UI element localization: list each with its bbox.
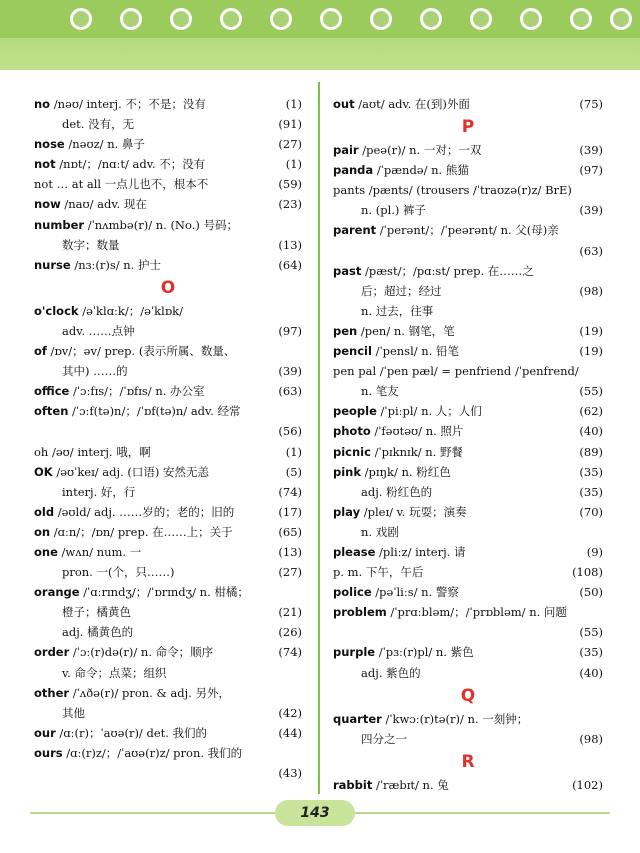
entry-headword: problem: [333, 605, 387, 620]
entry-page-ref: (13): [278, 237, 302, 252]
entry-page-ref: (75): [579, 97, 603, 111]
entry-page-ref: (23): [278, 197, 302, 212]
dictionary-entry: [34, 642, 302, 662]
entry-definition: /ˈpɜː(r)pl/ n. 紫色: [375, 645, 474, 660]
entry-definition: /ˈkwɔː(r)tə(r)/ n. 一刻钟；: [381, 711, 529, 726]
entry-page-ref: (9): [586, 544, 603, 559]
entry-definition: /nɜː(r)s/ n. 护士: [70, 257, 161, 272]
entry-text: [34, 218, 238, 232]
entry-text: [62, 625, 133, 639]
entry-text: [62, 364, 128, 378]
entry-headword: panda: [333, 163, 374, 178]
entry-page-ref: (64): [278, 257, 302, 272]
entry-text: [34, 686, 230, 700]
entry-definition: adv. ……点钟: [62, 323, 135, 338]
dictionary-entry: [34, 763, 302, 783]
dictionary-page: [0, 70, 640, 853]
entry-page-ref: (89): [579, 444, 603, 459]
entry-headword: parent: [333, 223, 377, 238]
header-ring: [70, 8, 92, 30]
entry-page-ref: (35): [579, 484, 603, 499]
entry-text: [34, 645, 213, 659]
entry-text: [361, 485, 432, 499]
dictionary-entry: [333, 542, 603, 562]
dictionary-entry: [333, 642, 603, 662]
dictionary-entry: [333, 140, 603, 160]
entry-headword: past: [333, 263, 362, 278]
entry-headword: ours: [34, 745, 63, 760]
entry-text: [333, 324, 455, 338]
header-ring: [320, 8, 342, 30]
entry-definition: /naʊ/ adv. 现在: [60, 197, 147, 212]
entry-text: [333, 445, 463, 459]
entry-definition: adj. 粉红色的: [361, 484, 433, 499]
entry-definition: 其他: [62, 705, 85, 720]
entry-text: [34, 525, 233, 539]
header-ring: [270, 8, 292, 30]
dictionary-entry: [333, 261, 603, 281]
dictionary-entry: [333, 421, 603, 441]
entry-headword: o'clock: [34, 303, 79, 318]
entry-definition: /ˈpændə/ n. 熊猫: [373, 163, 469, 178]
dictionary-entry: [34, 215, 302, 235]
entry-headword: old: [34, 504, 55, 519]
entry-page-ref: (91): [278, 117, 302, 132]
entry-definition: /nəʊz/ n. 鼻子: [64, 137, 145, 152]
dictionary-entry: [34, 683, 302, 703]
entry-text: [333, 244, 337, 258]
dictionary-entry: [333, 522, 603, 542]
header-ring: [420, 8, 442, 30]
entry-headword: please: [333, 544, 376, 559]
dictionary-entry: [333, 442, 603, 462]
entry-text: [62, 605, 131, 619]
entry-definition: interj. 好，行: [62, 484, 136, 499]
entry-definition: /nɒt/；/nɑːt/ adv. 不；没有: [55, 157, 206, 172]
entry-definition: /pəˈliːs/ n. 警察: [371, 585, 459, 600]
entry-page-ref: (19): [579, 344, 603, 359]
entry-headword: other: [34, 685, 70, 700]
entry-text: [333, 364, 579, 378]
entry-definition: 橙子；橘黄色: [62, 605, 131, 620]
entry-text: [34, 137, 145, 151]
entry-headword: rabbit: [333, 777, 373, 792]
dictionary-entry: [333, 180, 603, 200]
entry-text: [34, 585, 249, 599]
entry-page-ref: (44): [278, 725, 302, 740]
entry-text: [361, 666, 421, 680]
dictionary-entry: [333, 241, 603, 261]
dictionary-entry: [34, 94, 302, 114]
entry-definition: 其中) ……的: [62, 364, 128, 379]
entry-page-ref: (63): [579, 243, 603, 258]
entry-definition: /ˈpensl/ n. 铅笔: [371, 344, 460, 359]
entry-text: [333, 712, 528, 726]
entry-page-ref: (55): [579, 625, 603, 640]
entry-definition: /ɑː(r)z/；/ˈaʊə(r)z/ pron. 我们的: [62, 745, 243, 760]
entry-definition: /ˈɔːf(tə)n/；/ˈɒf(tə)n/ adv. 经常: [68, 404, 241, 419]
entry-definition: n. 笔友: [361, 384, 399, 399]
entry-definition: p. m. 下午，午后: [333, 565, 424, 580]
entry-text: [333, 344, 459, 358]
entry-definition: oh /əʊ/ interj. 哦，啊: [34, 444, 151, 459]
dictionary-entry: [34, 194, 302, 214]
entry-text: [34, 726, 207, 740]
entry-page-ref: (27): [278, 565, 302, 580]
entry-text: [62, 565, 174, 579]
entry-text: [34, 404, 241, 418]
header-ring: [120, 8, 142, 30]
dictionary-entry: [34, 235, 302, 255]
entry-text: [62, 666, 166, 680]
dictionary-entry: [333, 729, 603, 749]
entry-definition: /ˈɔː(r)də(r)/ n. 命令；顺序: [69, 645, 214, 660]
page-number: 143: [275, 800, 355, 826]
entry-definition: n. (pl.) 裤子: [361, 203, 427, 218]
entry-text: [361, 384, 399, 398]
entry-headword: quarter: [333, 711, 382, 726]
dictionary-entry: [34, 401, 302, 421]
entry-definition: n. 过去，往事: [361, 303, 434, 318]
entry-definition: /ɑːn/；/ɒn/ prep. 在……上；关于: [50, 524, 233, 539]
entry-text: [34, 157, 205, 171]
entry-definition: /ˈfəʊtəʊ/ n. 照片: [370, 424, 464, 439]
entry-headword: office: [34, 384, 70, 399]
dictionary-entry: [333, 775, 603, 795]
dictionary-entry: [34, 442, 302, 462]
entry-headword: orange: [34, 585, 80, 600]
dictionary-entry: [34, 582, 302, 602]
entry-text: [333, 143, 481, 157]
entry-definition: det. 没有，无: [62, 117, 135, 132]
entry-page-ref: (50): [579, 585, 603, 600]
entry-definition: pen pal /ˈpen pæl/ = penfriend /ˈpenfrend/: [333, 364, 579, 379]
entry-page-ref: (39): [278, 364, 302, 379]
dictionary-entry: [333, 709, 603, 729]
header-ring: [370, 8, 392, 30]
entry-page-ref: (97): [579, 163, 603, 178]
entry-text: [333, 223, 559, 237]
dictionary-entry: [34, 542, 302, 562]
entry-headword: now: [34, 197, 61, 212]
section-letter: Q: [460, 685, 476, 706]
entry-text: [361, 304, 433, 318]
entry-text: [361, 732, 407, 746]
entry-headword: police: [333, 585, 372, 600]
header-ring: [470, 8, 492, 30]
entry-text: [333, 97, 470, 111]
entry-definition: /ɒv/；əv/ prep. (表示所属、数量、: [46, 344, 236, 359]
dictionary-entry: [333, 281, 603, 301]
dictionary-entry: [34, 114, 302, 134]
entry-definition: /əʊˈkeɪ/ adj. (口语) 安然无恙: [52, 464, 210, 479]
entry-definition: /əˈklɑːk/；/əˈklɒk/: [78, 303, 183, 318]
dictionary-entry: [333, 321, 603, 341]
entry-page-ref: (55): [579, 384, 603, 399]
entry-page-ref: (40): [579, 424, 603, 439]
entry-page-ref: (59): [278, 177, 302, 192]
entry-definition: /nəʊ/ interj. 不；不是；没有: [50, 97, 206, 111]
dictionary-entry: [333, 200, 603, 220]
section-letter: P: [461, 117, 475, 138]
entry-text: [333, 545, 466, 559]
entry-text: [62, 706, 85, 720]
entry-text: [361, 284, 442, 298]
entry-text: [333, 404, 482, 418]
entry-page-ref: (70): [579, 504, 603, 519]
entry-page-ref: (108): [572, 565, 603, 580]
entry-definition: not … at all 一点儿也不，根本不: [34, 177, 209, 192]
entry-text: [34, 258, 161, 272]
entry-page-ref: (62): [579, 404, 603, 419]
entry-text: [34, 424, 38, 438]
entry-definition: v. 命令；点菜；组织: [62, 665, 167, 680]
left-column: [34, 94, 302, 783]
entry-definition: /ˈʌðə(r)/ pron. & adj. 另外，: [69, 685, 230, 700]
dictionary-entry: [333, 622, 603, 642]
entry-definition: /aʊt/ adv. 在(到)外面: [354, 97, 470, 111]
dictionary-entry: [34, 421, 302, 441]
entry-headword: people: [333, 404, 377, 419]
entry-page-ref: (27): [278, 137, 302, 152]
entry-text: [361, 525, 399, 539]
entry-text: [34, 304, 183, 318]
entry-definition: adj. 紫色的: [361, 665, 421, 680]
entry-definition: /pleɪ/ v. 玩耍；演奏: [360, 504, 467, 519]
entry-definition: pants /pænts/ (trousers /ˈtraʊzə(r)z/ BrE): [333, 183, 572, 198]
header-ring: [170, 8, 192, 30]
entry-headword: out: [333, 97, 355, 111]
dictionary-entry: [34, 602, 302, 622]
entry-page-ref: (35): [579, 464, 603, 479]
entry-headword: nurse: [34, 257, 71, 272]
entry-page-ref: (1): [285, 157, 302, 172]
entry-headword: picnic: [333, 444, 371, 459]
entry-definition: /ɑː(r)；ˈaʊə(r)/ det. 我们的: [55, 725, 208, 740]
dictionary-entry: [333, 301, 603, 321]
dictionary-entry: [34, 703, 302, 723]
dictionary-entry: [34, 482, 302, 502]
entry-definition: /pen/ n. 钢笔，笔: [357, 323, 455, 338]
entry-headword: often: [34, 404, 69, 419]
dictionary-entry: [34, 341, 302, 361]
entry-page-ref: (98): [579, 283, 603, 298]
entry-headword: OK: [34, 464, 53, 479]
dictionary-entry: [333, 602, 603, 622]
entry-page-ref: (43): [278, 766, 302, 780]
entry-text: [333, 625, 337, 639]
entry-text: [34, 545, 141, 559]
entry-definition: adj. 橘黄色的: [62, 625, 134, 640]
entry-definition: /ˈpɪknɪk/ n. 野餐: [370, 444, 463, 459]
entry-text: [333, 585, 459, 599]
dictionary-entry: [333, 160, 603, 180]
entry-headword: nose: [34, 137, 65, 152]
dictionary-entry: [333, 341, 603, 361]
dictionary-entry: [34, 723, 302, 743]
header-ring: [520, 8, 542, 30]
dictionary-entry: [34, 502, 302, 522]
entry-text: [333, 163, 469, 177]
entry-headword: pair: [333, 143, 359, 158]
dictionary-entry: [333, 582, 603, 602]
dictionary-entry: [333, 220, 603, 240]
entry-page-ref: (39): [579, 143, 603, 158]
entry-headword: order: [34, 645, 70, 660]
entry-definition: n. 戏剧: [361, 524, 399, 539]
entry-definition: /pɪŋk/ n. 粉红色: [361, 464, 451, 479]
dictionary-entry: [333, 401, 603, 421]
entry-definition: /ˈpiːpl/ n. 人；人们: [376, 404, 482, 419]
section-letter: O: [160, 277, 176, 298]
entry-definition: /ˈperənt/；/ˈpeərənt/ n. 父(母)亲: [376, 223, 559, 238]
entry-text: [34, 344, 235, 358]
entry-page-ref: (97): [278, 323, 302, 338]
entry-text: [34, 97, 206, 111]
entry-definition: 数字；数量: [62, 237, 120, 252]
dictionary-entry: [333, 381, 603, 401]
entry-page-ref: (56): [278, 424, 302, 439]
entry-definition: /ˈɑːrɪndʒ/；/ˈɒrɪndʒ/ n. 柑橘；: [79, 585, 249, 600]
entry-headword: purple: [333, 645, 376, 660]
entry-definition: 四分之一: [361, 731, 407, 746]
entry-definition: /peə(r)/ n. 一对；一双: [358, 143, 482, 158]
entry-text: [333, 264, 534, 278]
header-ring: [610, 8, 632, 30]
entry-definition: /ˈræbɪt/ n. 兔: [372, 777, 449, 792]
entry-page-ref: (1): [285, 97, 302, 111]
entry-headword: play: [333, 504, 361, 519]
header-ring: [570, 8, 592, 30]
entry-definition: pron. 一(个，只……): [62, 565, 175, 580]
entry-text: [361, 203, 426, 217]
entry-text: [34, 746, 242, 760]
entry-headword: on: [34, 524, 51, 539]
entry-text: [34, 197, 147, 211]
dictionary-entry: [34, 134, 302, 154]
dictionary-entry: [34, 321, 302, 341]
entry-headword: pink: [333, 464, 362, 479]
dictionary-entry: [333, 502, 603, 522]
page-header-banner: [0, 0, 640, 70]
entry-text: [333, 778, 449, 792]
entry-page-ref: (39): [579, 203, 603, 218]
entry-page-ref: (5): [285, 464, 302, 479]
entry-text: [34, 766, 38, 780]
entry-text: [62, 117, 134, 131]
entry-page-ref: (35): [579, 645, 603, 660]
entry-headword: photo: [333, 424, 371, 439]
entry-text: [62, 324, 135, 338]
entry-headword: pen: [333, 323, 358, 338]
entry-page-ref: (19): [579, 323, 603, 338]
entry-page-ref: (21): [278, 605, 302, 620]
entry-text: [34, 384, 205, 398]
entry-page-ref: (40): [579, 665, 603, 680]
dictionary-entry: [333, 94, 603, 114]
entry-text: [34, 177, 208, 191]
entry-text: [333, 505, 467, 519]
dictionary-entry: [34, 743, 302, 763]
entry-page-ref: (17): [278, 504, 302, 519]
entry-page-ref: (65): [278, 524, 302, 539]
entry-headword: no: [34, 97, 51, 111]
entry-page-ref: (42): [278, 705, 302, 720]
entry-headword: not: [34, 157, 56, 172]
dictionary-entry: [34, 381, 302, 401]
entry-page-ref: (74): [278, 484, 302, 499]
entry-text: [34, 465, 209, 479]
entry-page-ref: (26): [278, 625, 302, 640]
entry-text: [34, 445, 151, 459]
header-ring: [220, 8, 242, 30]
entry-headword: pencil: [333, 344, 372, 359]
entry-page-ref: (98): [579, 731, 603, 746]
entry-page-ref: (74): [278, 645, 302, 660]
dictionary-entry: [34, 522, 302, 542]
entry-page-ref: (1): [285, 444, 302, 459]
column-divider: [318, 82, 320, 794]
entry-definition: /pliːz/ interj. 请: [375, 544, 466, 559]
entry-definition: /ˈɔːfɪs/；/ˈɒfɪs/ n. 办公室: [69, 384, 205, 399]
entry-definition: /pæst/；/pɑːst/ prep. 在……之: [361, 263, 534, 278]
entry-definition: /ˈnʌmbə(r)/ n. (No.) 号码；: [84, 217, 239, 232]
entry-page-ref: (13): [278, 544, 302, 559]
entry-text: [34, 505, 234, 519]
dictionary-entry: [34, 622, 302, 642]
dictionary-entry: [333, 482, 603, 502]
dictionary-entry: [333, 663, 603, 683]
entry-page-ref: (102): [572, 777, 603, 792]
dictionary-entry: [34, 663, 302, 683]
dictionary-entry: [333, 462, 603, 482]
entry-text: [333, 605, 567, 619]
entry-headword: of: [34, 344, 47, 359]
entry-definition: /wʌn/ num. 一: [57, 544, 142, 559]
entry-text: [333, 183, 572, 197]
entry-definition: /ˈprɑːbləm/；/ˈprɒbləm/ n. 问题: [386, 605, 567, 620]
entry-page-ref: (63): [278, 384, 302, 399]
dictionary-entry: [34, 301, 302, 321]
dictionary-entry: [34, 361, 302, 381]
entry-text: [333, 645, 474, 659]
dictionary-entry: [34, 562, 302, 582]
entry-text: [333, 424, 463, 438]
section-letter: R: [461, 751, 475, 772]
right-column: [333, 94, 603, 795]
dictionary-entry: [34, 154, 302, 174]
dictionary-entry: [333, 361, 603, 381]
entry-text: [333, 565, 423, 579]
entry-text: [62, 238, 120, 252]
entry-headword: number: [34, 217, 85, 232]
dictionary-entry: [34, 174, 302, 194]
dictionary-entry: [333, 562, 603, 582]
entry-headword: one: [34, 544, 58, 559]
entry-text: [333, 465, 451, 479]
entry-definition: /əʊld/ adj. ……岁的；老的；旧的: [54, 504, 235, 519]
entry-definition: 后；超过；经过: [361, 283, 442, 298]
dictionary-entry: [34, 255, 302, 275]
entry-text: [62, 485, 135, 499]
dictionary-entry: [34, 462, 302, 482]
entry-headword: our: [34, 725, 56, 740]
